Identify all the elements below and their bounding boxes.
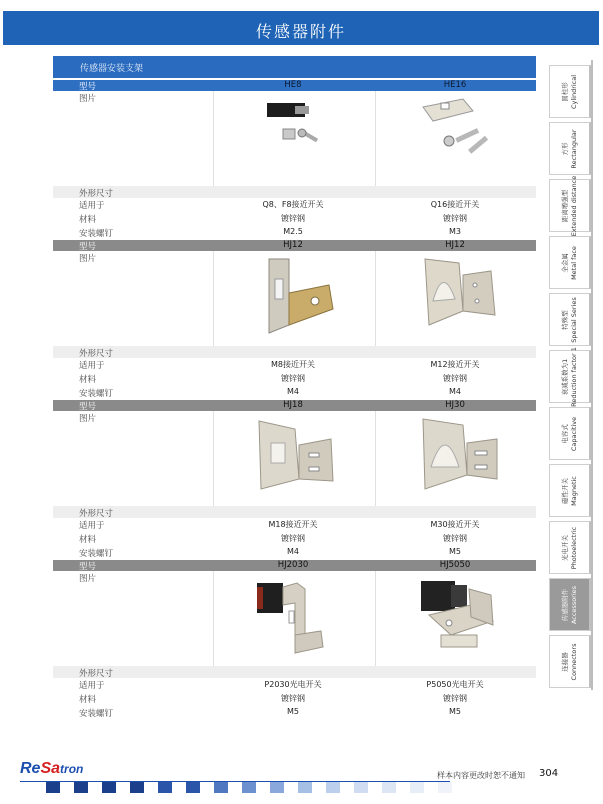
sidebar-tab-label <box>561 476 579 506</box>
value-left: P2030光电开关 <box>264 680 322 689</box>
sidebar-rail <box>591 60 593 690</box>
row-label: 适用于 <box>79 521 105 531</box>
page-title: 传感器附件 <box>255 22 346 41</box>
sidebar-tab-connectors[interactable] <box>549 635 591 688</box>
sidebar-tab-label <box>561 585 579 623</box>
value-left: M4 <box>287 387 299 396</box>
value-right: 镀锌钢 <box>443 694 467 703</box>
sidebar-tab-cn: 全金属 <box>560 252 569 273</box>
sidebar-tab-cn: 连接器 <box>560 651 569 672</box>
value-left: HJ18 <box>283 400 303 410</box>
value-left: 镀锌钢 <box>281 694 305 703</box>
sidebar-tab-cn: 电容式 <box>560 423 569 444</box>
footer-bar <box>46 782 60 793</box>
sidebar-tab-en: Reduction factor 1 <box>569 346 578 407</box>
value-left: M8接近开关 <box>271 360 315 369</box>
sidebar-tab-photoelectric[interactable] <box>549 521 591 574</box>
row-label: 外形尺寸 <box>79 189 114 199</box>
row-label: 材料 <box>79 695 97 705</box>
spec-row <box>53 532 536 546</box>
value-left: M5 <box>287 707 299 716</box>
row-label: 材料 <box>79 375 97 385</box>
spec-row <box>53 678 536 692</box>
page-number: 304 <box>539 768 559 779</box>
row-label: 图片 <box>79 414 97 424</box>
row-label: 外形尺寸 <box>79 349 114 359</box>
spec-row <box>53 346 536 358</box>
value-right: M3 <box>449 227 461 236</box>
value-right: Q16接近开关 <box>430 200 480 209</box>
sidebar-tab-en: Special Series <box>569 296 578 343</box>
footer-bar <box>102 782 116 793</box>
value-right: M5 <box>449 547 461 556</box>
footer-bar <box>186 782 200 793</box>
value-right: 镀锌钢 <box>443 534 467 543</box>
sidebar-tab-cn: 距离增强型 <box>560 189 569 222</box>
sidebar-tab-label <box>561 129 579 168</box>
spec-row <box>53 251 536 346</box>
sidebar-tab-cn: 圆柱形 <box>560 81 569 102</box>
column-divider <box>213 91 214 186</box>
value-left: HJ2030 <box>277 560 309 570</box>
sidebar-tab-en: Accessories <box>569 585 578 624</box>
row-label: 外形尺寸 <box>79 669 114 679</box>
sidebar-tab-reduction-factor-1[interactable] <box>549 346 591 407</box>
sidebar-tab-cn: 方形 <box>560 142 569 155</box>
spec-row <box>53 666 536 678</box>
spec-row <box>53 518 536 532</box>
value-right: M4 <box>449 387 461 396</box>
sidebar-tab-rectangular[interactable] <box>549 122 591 175</box>
value-right: HJ12 <box>445 240 465 250</box>
value-left: M18接近开关 <box>268 520 318 529</box>
footer-bar <box>438 782 452 793</box>
row-label: 图片 <box>79 94 97 104</box>
sidebar-tab-en: Magnetic <box>569 475 578 506</box>
value-right: P5050光电开关 <box>426 680 484 689</box>
row-label: 适用于 <box>79 681 105 691</box>
footer-bar <box>130 782 144 793</box>
column-divider <box>375 571 376 666</box>
sidebar-tab-cn: 传感器附件 <box>560 588 569 621</box>
section-title: 传感器安装支架 <box>80 64 144 74</box>
sidebar-tab-accessories[interactable] <box>549 578 591 631</box>
value-right: 镀锌钢 <box>443 374 467 383</box>
spec-row <box>53 560 536 571</box>
sidebar-tab-metal-face[interactable] <box>549 236 591 289</box>
value-left: M2.5 <box>283 227 303 236</box>
spec-row <box>53 506 536 518</box>
spec-row <box>53 411 536 506</box>
brand-logo <box>20 760 83 778</box>
value-left: 镀锌钢 <box>281 374 305 383</box>
value-right: M30接近开关 <box>430 520 480 529</box>
sidebar-tab-label <box>561 643 579 680</box>
sidebar-tab-cn: 特殊型 <box>560 309 569 330</box>
footer-bar <box>158 782 172 793</box>
sidebar-tab-label <box>561 347 579 407</box>
sidebar-tab-en: Rectangular <box>569 128 578 169</box>
spec-row <box>53 386 536 400</box>
sidebar-tab-extended-distance[interactable] <box>549 175 591 236</box>
sidebar-tab-magnetic[interactable] <box>549 464 591 517</box>
value-left: M4 <box>287 547 299 556</box>
sidebar-tab-capacitive[interactable] <box>549 407 591 460</box>
footer-note: 样本内容更改时恕不通知 <box>437 771 525 780</box>
sidebar-tab-cn: 磁性开关 <box>560 477 569 504</box>
footer-bar <box>74 782 88 793</box>
spec-row <box>53 706 536 720</box>
column-divider <box>375 91 376 186</box>
row-label: 外形尺寸 <box>79 509 114 519</box>
row-label: 安装螺钉 <box>79 549 114 559</box>
footer-bar <box>270 782 284 793</box>
sidebar-tab-label <box>561 175 579 235</box>
row-label: 材料 <box>79 535 97 545</box>
spec-row <box>53 198 536 212</box>
footer-bar <box>298 782 312 793</box>
sidebar-tab-en: Metal face <box>569 245 578 280</box>
spec-row <box>53 80 536 91</box>
spec-row <box>53 571 536 666</box>
value-left: HJ12 <box>283 240 303 250</box>
row-label: 适用于 <box>79 361 105 371</box>
value-right: HJ5050 <box>439 560 471 570</box>
sidebar-tab-cn: 衰减系数为1 <box>560 358 569 395</box>
spec-row <box>53 186 536 198</box>
column-divider <box>213 251 214 346</box>
row-label: 图片 <box>79 254 97 264</box>
logo-part-re: Re <box>20 760 41 777</box>
sidebar-tab-label <box>561 297 579 342</box>
spec-row <box>53 358 536 372</box>
column-divider <box>375 411 376 506</box>
value-right: M5 <box>449 707 461 716</box>
spec-row <box>53 240 536 251</box>
logo-part-tron: tron <box>60 762 84 776</box>
footer-bar <box>410 782 424 793</box>
row-label: 材料 <box>79 215 97 225</box>
row-label: 型号 <box>79 402 97 412</box>
value-right: M12接近开关 <box>430 360 480 369</box>
footer-bar <box>214 782 228 793</box>
footer-bar <box>382 782 396 793</box>
sidebar-tab-en: Extended distance <box>569 175 578 236</box>
row-label: 型号 <box>79 82 97 92</box>
footer-bar <box>242 782 256 793</box>
value-left: Q8、F8接近开关 <box>262 200 324 209</box>
value-right: HJ30 <box>445 400 465 410</box>
sidebar-tab-en: Connectors <box>569 643 578 680</box>
spec-row <box>53 372 536 386</box>
logo-part-sa: Sa <box>40 760 61 777</box>
sidebar-tab-label <box>561 246 579 280</box>
spec-row <box>53 212 536 226</box>
section-header <box>53 56 536 78</box>
row-label: 型号 <box>79 562 97 572</box>
spec-row <box>53 400 536 411</box>
value-left: 镀锌钢 <box>281 534 305 543</box>
footer-bar <box>354 782 368 793</box>
page-header <box>3 11 599 45</box>
row-label: 适用于 <box>79 201 105 211</box>
value-right: HE16 <box>443 80 467 90</box>
sidebar-tab-label <box>561 74 579 108</box>
sidebar-tab-en: Photoelectric <box>569 526 578 569</box>
sidebar-tab-special-series[interactable] <box>549 293 591 346</box>
sidebar-tab-label <box>561 416 579 450</box>
column-divider <box>213 571 214 666</box>
sidebar-tab-label <box>561 526 579 569</box>
sidebar-tab-en: Cylindrical <box>569 74 578 109</box>
sidebar-tab-cn: 光电开关 <box>560 534 569 561</box>
value-left: 镀锌钢 <box>281 214 305 223</box>
spec-row <box>53 692 536 706</box>
column-divider <box>213 411 214 506</box>
row-label: 安装螺钉 <box>79 389 114 399</box>
spec-row <box>53 226 536 240</box>
row-label: 安装螺钉 <box>79 229 114 239</box>
value-right: 镀锌钢 <box>443 214 467 223</box>
spec-row <box>53 546 536 560</box>
value-left: HE8 <box>284 80 302 90</box>
sidebar-tab-en: Capacitive <box>569 416 578 451</box>
column-divider <box>375 251 376 346</box>
spec-row <box>53 91 536 186</box>
row-label: 安装螺钉 <box>79 709 114 719</box>
row-label: 型号 <box>79 242 97 252</box>
footer-bar <box>326 782 340 793</box>
row-label: 图片 <box>79 574 97 584</box>
sidebar-tab-cylindrical[interactable] <box>549 65 591 118</box>
